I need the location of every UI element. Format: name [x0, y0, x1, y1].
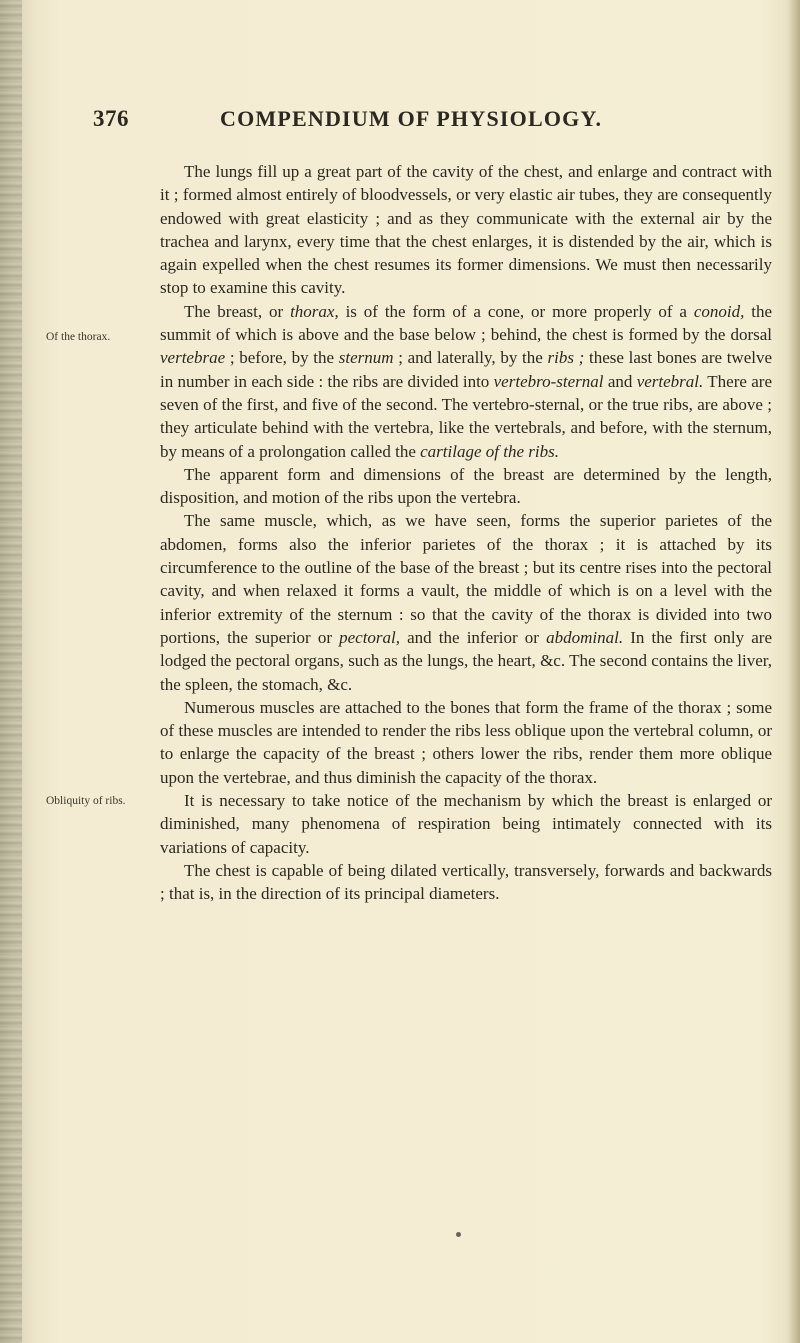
text-run: In the first only are lodged the pectoral organs, such as the lungs, the heart, &c. The second contains the liver, the spleen, the stomach, &c. — [160, 627, 772, 694]
text-run: There are seven of the first, and five of the second. The vertebro-sternal, or the true ribs, are above ; they articulate behind with the vertebra, like the vertebrals, and before, with the sternum, by means of a prolongation called the — [160, 371, 773, 461]
italic-term: cartilage of the ribs. — [420, 441, 559, 461]
running-title: COMPENDIUM OF PHYSIOLOGY. — [220, 106, 603, 131]
text-run: the summit of which is above and the base below ; behind, the chest is formed by the dorsal — [160, 301, 773, 345]
text-run: these last bones are twelve in number in each side : the ribs are divided into — [160, 348, 773, 391]
text-run: The chest is capable of being dilated vertically, transversely, forwards and backwards ; that is, in the direction of its principal diameters. — [160, 860, 772, 904]
page-number: 376 — [93, 106, 129, 131]
margin-note-obliquity: Obliquity of ribs. — [46, 795, 126, 807]
italic-term: vertebral. — [636, 371, 704, 391]
margin-note-thorax: Of the thorax. — [46, 331, 111, 343]
italic-term: pectoral, — [339, 627, 401, 647]
italic-term: abdominal. — [546, 627, 624, 647]
body-text — [160, 160, 772, 906]
paragraph — [160, 789, 772, 859]
paragraph — [160, 463, 772, 510]
paragraph — [160, 859, 772, 906]
paragraph — [160, 300, 772, 463]
paragraph — [160, 509, 772, 695]
italic-term: thorax, — [290, 301, 339, 321]
binding-edge-left — [0, 0, 22, 1343]
italic-term: vertebrae — [160, 348, 226, 368]
text-run: and — [603, 371, 637, 391]
text-run: and the inferior or — [400, 627, 547, 647]
paragraph — [160, 160, 772, 300]
text-run: ; before, by the — [225, 348, 339, 368]
paragraph — [160, 696, 772, 789]
italic-term: conoid, — [693, 301, 745, 321]
text-run: The lungs fill up a great part of the cavity of the chest, and enlarge and contract with it ; formed almost entirely of bloodvessels, or very elastic air tubes, they are consequently endowed with great elasticity ; and as they communicate with the external air by the trachea and larynx, every time that the chest enlarges, it is distended by the air, which is again expelled when the chest resumes its former dimensions. We must then necessarily stop to examine this cavity. — [160, 162, 772, 298]
text-run: ; and laterally, by the — [393, 348, 548, 368]
text-run: The same muscle, which, as we have seen, forms the superior parietes of the abdomen, forms also the inferior parietes of the thorax ; it is attached by its circumference to the outline of the base of the breast ; but its centre rises into the pectoral cavity, and when relaxed it forms a vault, the middle of which is on a level with the inferior extremity of the sternum : so that the cavity of the thorax is divided into two portions, the superior or — [160, 511, 772, 647]
page-header — [0, 106, 800, 138]
text-run: is of the form of a cone, or more properly of a — [338, 301, 694, 321]
text-run: It is necessary to take notice of the mechanism by which the breast is enlarged or diminished, many phenomena of respiration being intimately connected with its variations of capacity. — [160, 791, 772, 857]
italic-term: ribs ; — [547, 348, 585, 368]
italic-term: sternum — [338, 348, 394, 368]
printer-mark — [456, 1232, 461, 1237]
page-edge-right — [788, 0, 800, 1343]
text-run: Numerous muscles are attached to the bones that form the frame of the thorax ; some of these muscles are intended to render the ribs less oblique upon the vertebral column, or to enlarge the capacity of the breast ; others lower the ribs, render them more oblique upon the vertebrae, and thus diminish the capacity of the thorax. — [160, 697, 772, 787]
italic-term: vertebro-sternal — [493, 371, 604, 391]
text-run: The breast, or — [184, 301, 291, 321]
text-run: The apparent form and dimensions of the breast are determined by the length, disposition, and motion of the ribs upon the vertebra. — [160, 464, 772, 508]
